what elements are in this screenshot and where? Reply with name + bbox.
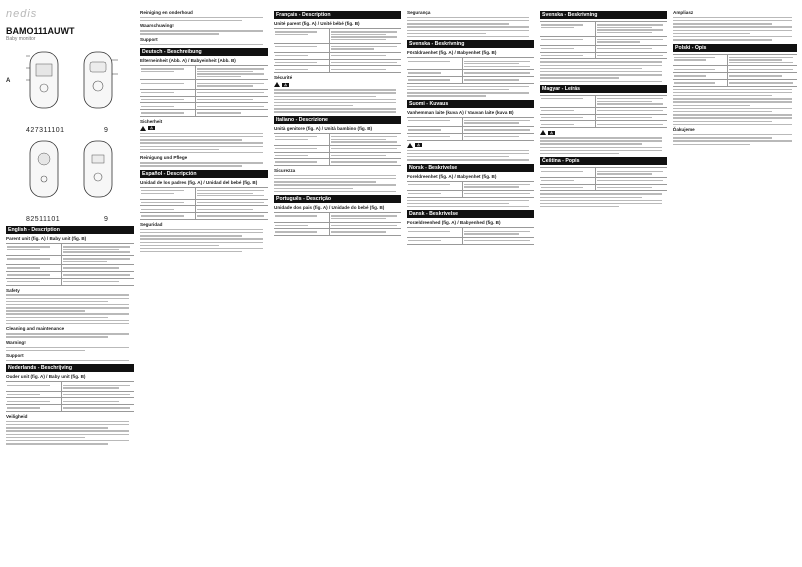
figure-parent-unit [6, 48, 134, 134]
subheading-securite: Sécurité [274, 75, 293, 81]
figure-label: A [6, 78, 11, 84]
section-header-polski: Polski - Opis [673, 44, 797, 52]
subheading-col6-top: Ampliasz [673, 10, 694, 15]
serial-number-right-2: 9 [104, 216, 109, 223]
figure-baby-unit [6, 137, 134, 223]
section-header-suomi: Suomi - Kuvaus [407, 100, 534, 108]
parts-table-espanol [140, 187, 268, 220]
subheading-sicurezza: Sicurezza [274, 168, 296, 174]
warning-triangle-icon [540, 130, 546, 135]
subheading-seguridad: Seguridad [140, 221, 163, 227]
model-number: BAMO111AUWT [6, 26, 75, 36]
parts-table-francais [274, 28, 401, 73]
subheading-nederlands-units: Ouder unit (fig. A) / Baby unit (fig. B) [6, 374, 86, 380]
parts-table-dansk [407, 227, 534, 244]
subheading-waarschuwing: Waarschuwing! [140, 23, 174, 29]
serial-number-left-2: 82511101 [26, 216, 61, 223]
section-header-espanol: Español - Descripción [140, 170, 268, 178]
subheading-sicherheit: Sicherheit [140, 118, 163, 124]
parts-table-italiano [274, 133, 401, 166]
parts-table-svenska [407, 57, 534, 83]
serial-number-left: 427311101 [26, 127, 65, 134]
subheading-svenska-units: Föräldraenhet (fig. A) / Babyenhet (fig. B) [407, 50, 497, 56]
column-2 [140, 8, 268, 561]
section-header-portugues: Português - Descrição [274, 195, 401, 203]
section-header-english: English - Description [6, 226, 134, 234]
product-subtitle: Baby monitor [6, 36, 36, 42]
section-header-dansk: Dansk - Beskrivelse [407, 210, 534, 218]
parts-table-cestina [540, 167, 667, 191]
parts-table-nederlands [6, 381, 134, 412]
serial-number-right: 9 [104, 127, 109, 134]
subheading-col6-bottom: Ďakujeme [673, 127, 695, 133]
baby-unit-device-icon [22, 137, 132, 215]
column-1 [6, 8, 134, 561]
column-5 [540, 8, 667, 561]
subheading-cleaning: Cleaning and maintenance [6, 326, 65, 332]
subheading-espanol-units: Unidad de los padres (fig. A) / Unidad del bebé (fig. B) [140, 179, 258, 185]
section-header-francais: Français - Description [274, 11, 401, 19]
subheading-seguranca: Segurança [407, 10, 431, 15]
subheading-veiligheid: Veiligheid [6, 414, 28, 420]
subheading-dansk-units: Forældreenhed (fig. A) / Babyenhed (fig. B) [407, 220, 501, 226]
parts-table-deutsch [140, 65, 268, 117]
parts-table-col5 [540, 21, 667, 59]
warning-label: ⚠ [140, 126, 268, 131]
warning-triangle-icon [407, 143, 413, 148]
column-4 [407, 8, 534, 561]
subheading-english-units: Parent unit (fig. A) / Baby unit (fig. B) [6, 236, 87, 241]
parts-table-suomi [407, 117, 534, 141]
warning-triangle-icon [140, 126, 146, 131]
parts-table-english [6, 243, 134, 286]
subheading-italiano-units: Unità genitore (fig. A) / Unità bambino (fig. B) [274, 125, 373, 131]
subheading-reinigung: Reinigung und Pflege [140, 155, 188, 161]
parts-table-norsk [407, 181, 534, 198]
column-6 [673, 8, 797, 561]
warning-label-fr: ⚠ [274, 82, 401, 87]
subheading-warning: Warning! [6, 339, 26, 345]
section-header-italiano: Italiano - Descrizione [274, 116, 401, 124]
section-header-magyar: Magyar - Leírás [540, 85, 667, 93]
parts-table-portugues [274, 212, 401, 236]
section-header-deutsch: Deutsch - Beschreibung [140, 48, 268, 56]
warning-label-fi: ⚠ [407, 143, 534, 148]
section-header-svenska-2: Svenska - Beskrivning [540, 11, 667, 19]
subheading-support: Support [6, 353, 24, 359]
subheading-support-nl: Support [140, 36, 158, 42]
section-header-nederlands: Nederlands - Beschrijving [6, 364, 134, 372]
subheading-norsk-units: Foreldreenhet (fig. A) / Babyenhet (fig. B) [407, 173, 497, 179]
warning-triangle-icon [274, 82, 280, 87]
subheading-deutsch-units: Elterneinheit (Abb. A) / Babyeinheit (Abb. B) [140, 57, 236, 63]
brand-logo: nedis [6, 8, 38, 20]
subheading-reiniging: Reiniging en onderhoud [140, 10, 193, 15]
subheading-suomi-units: Vanhemman laite (kuva A) / Vauvan laite (kuva B) [407, 109, 514, 115]
column-3 [274, 8, 401, 561]
section-header-norsk: Norsk - Beskrivelse [407, 164, 534, 172]
section-header-svenska: Svenska - Beskrivning [407, 40, 534, 48]
subheading-francais-units: Unité parent (fig. A) / Unité bébé (fig. B) [274, 21, 360, 26]
section-header-cestina: Čeština - Popis [540, 157, 667, 165]
parts-table-polski [673, 54, 797, 87]
baby-monitor-device-icon [22, 48, 132, 126]
warning-label-hu: ⚠ [540, 130, 667, 135]
parts-table-magyar [540, 95, 667, 128]
subheading-safety: Safety [6, 287, 20, 293]
subheading-portugues-units: Unidade dos pais (fig. A) / Unidade do bebé (fig. B) [274, 205, 385, 211]
